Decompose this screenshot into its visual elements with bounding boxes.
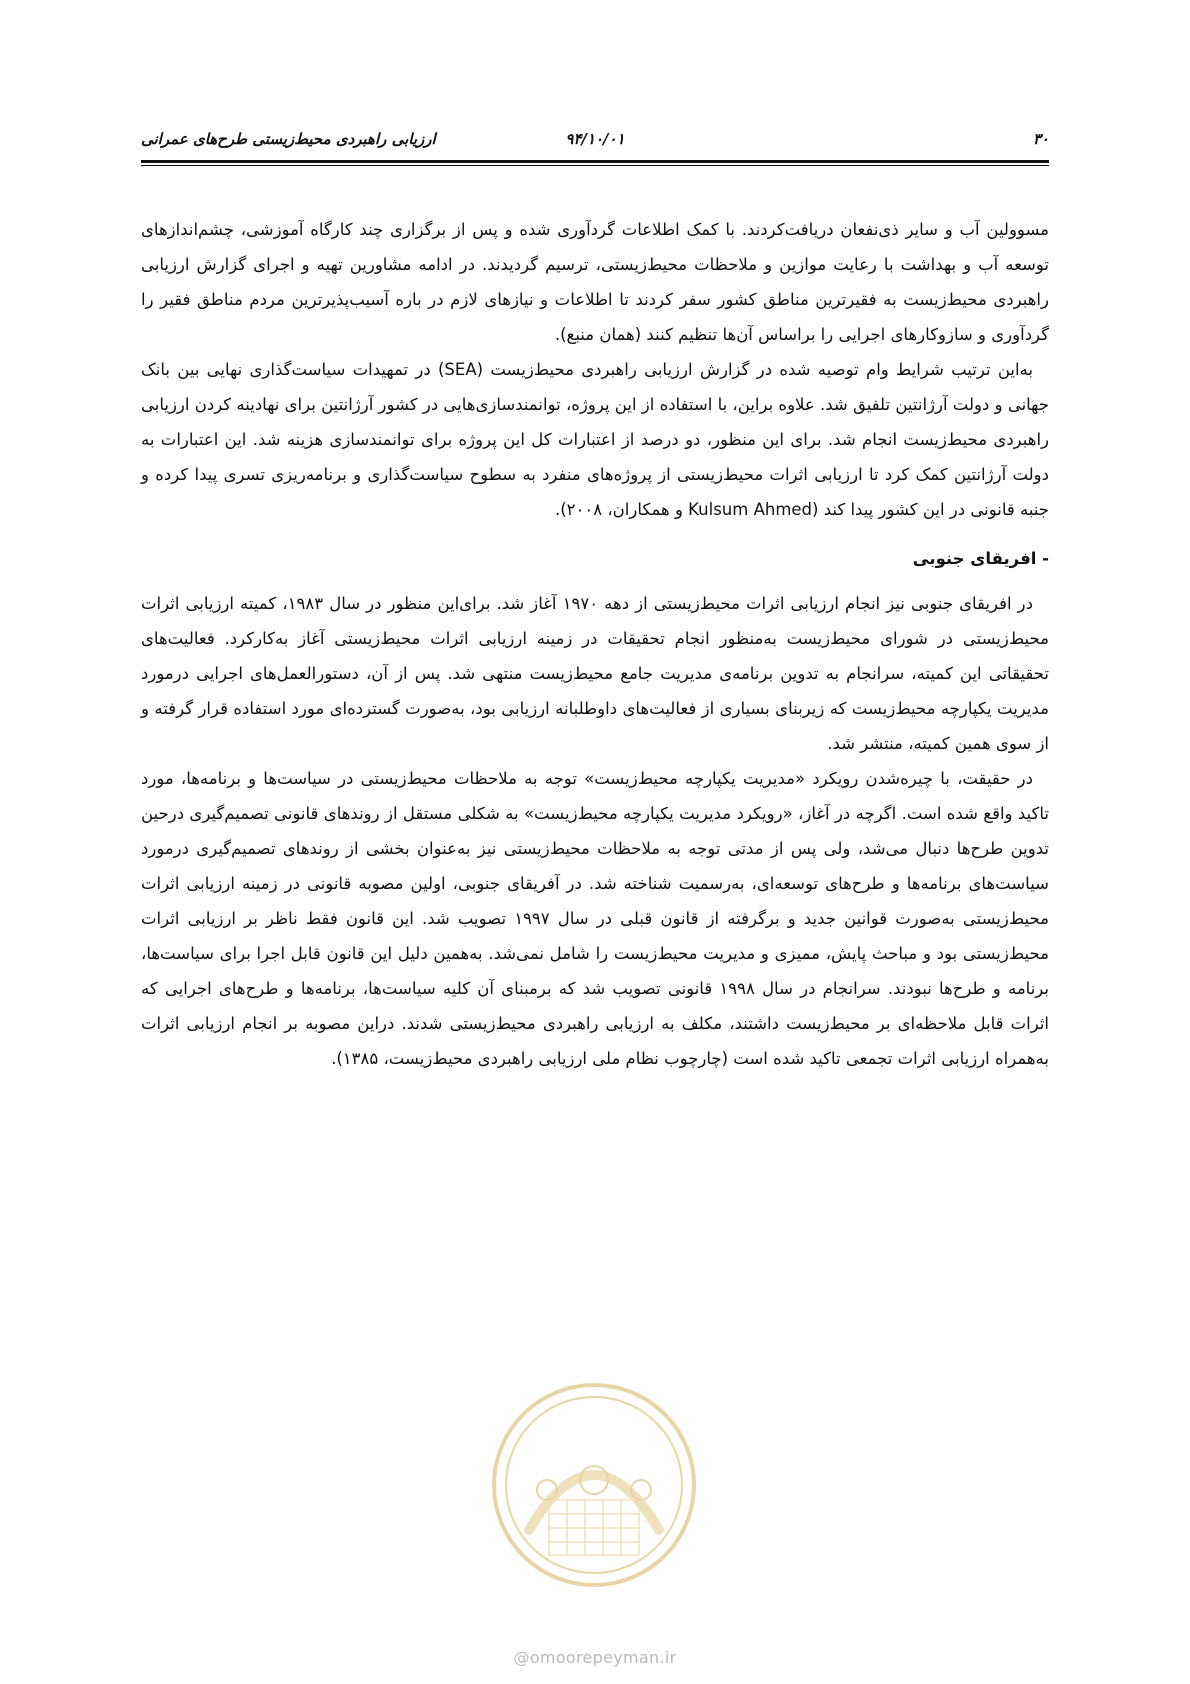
paragraph-2: به‌این ترتیب شرایط وام توصیه شده در گزارش ارزیابی راهبردی محیط‌زیست (SEA) در تمهیدات سیاست‌گذاری نهایی بین بانک جهانی و دولت آرژانتین تلفیق شد. علاوه براین، با استفاده از این پروژه، توانمندسازی‌هایی در کشور آرژانتین برای نهادینه کردن ارزیابی راهبردی محیط‌زیست انجام شد. برای این منظور، دو درصد از اعتبارات کل این پروژه برای توانمندسازی هزینه شد. این اعتبارات به دولت آرژانتین کمک کرد تا ارزیابی اثرات محیط‌زیستی از پروژه‌های منفرد به سطوح سیاست‌گذاری و برنامه‌ریزی تسری پیدا کرده و جنبه قانونی در این کشور پیدا کند (Kulsum Ahmed و همکاران، ۲۰۰۸). — [141, 360, 1049, 519]
paragraph-1: مسوولین آب و سایر ذی‌نفعان دریافت‌کردند. با کمک اطلاعات گردآوری شده و پس از برگزاری چند کارگاه آموزشی، چشم‌اندازهای توسعه آب و بهداشت با رعایت موازین و ملاحظات محیط‌زیستی، ترسیم گردیدند. در ادامه مشاورین تهیه و اجرای گزارش ارزیابی راهبردی محیط‌زیست به فقیرترین مناطق کشور سفر کردند تا اطلاعات و نیازهای لازم در باره آسیب‌پذیرترین مردم مناطق فقیر را گردآوری و سازوکارهای اجرایی را براساس آن‌ها تنظیم کنند (همان منبع). — [141, 220, 1049, 344]
copyright-icon: @ — [513, 1648, 530, 1667]
running-header — [141, 126, 1049, 156]
header-rule-thick — [141, 160, 1049, 163]
paragraph-4: در حقیقت، با چیره‌شدن رویکرد «مدیریت یکپارچه محیط‌زیست» توجه به ملاحظات محیط‌زیستی در سیاست‌ها و برنامه‌ها، مورد تاکید واقع شده است. اگرچه در آغاز، «رویکرد مدیریت یکپارچه محیط‌زیست» به شکلی مستقل از روندهای قانونی تصمیم‌گیری درحین تدوین طرح‌ها دنبال می‌شد، ولی پس از مدتی توجه به ملاحظات محیط‌زیستی نیز به‌عنوان بخشی از روندهای تصمیم‌گیری درمورد سیاست‌های برنامه‌ها و طرح‌های توسعه‌ای، به‌رسمیت شناخته شد. در آفریقای جنوبی، اولین مصوبه قانونی در زمینه ارزیابی اثرات محیط‌زیستی به‌صورت قوانین جدید و برگرفته از قانون قبلی در سال ۱۹۹۷ تصویب شد. این قانون فقط ناظر بر ارزیابی اثرات محیط‌زیستی بود و مباحث پایش، ممیزی و مدیریت محیط‌زیست را شامل نمی‌شد. به‌همین دلیل این قانون قابل اجرا برای سیاست‌ها، برنامه و طرح‌ها نبودند. سرانجام در سال ۱۹۹۸ قانونی تصویب شد که برمبنای آن کلیه سیاست‌ها، برنامه‌ها و طرح‌های اجرایی که اثرات قابل ملاحظه‌ای بر محیط‌زیست داشتند، مکلف به ارزیابی راهبردی محیط‌زیستی شدند. دراین مصوبه بر انجام ارزیابی اثرات به‌همراه ارزیابی اثرات تجمعی تاکید شده است (چارچوب نظام ملی ارزیابی راهبردی محیط‌زیست، ۱۳۸۵). — [141, 769, 1050, 1068]
paragraph-3: در افریقای جنوبی نیز انجام ارزیابی اثرات محیط‌زیستی از دهه ۱۹۷۰ آغاز شد. برای‌این منظور در سال ۱۹۸۳، کمیته ارزیابی اثرات محیط‌زیستی در شورای محیط‌زیست به‌منظور انجام تحقیقات در زمینه ارزیابی اثرات محیط‌زیستی آغاز به‌کارکرد. فعالیت‌های تحقیقاتی این کمیته، سرانجام به تدوین برنامه‌ی مدیریت جامع محیط‌زیست منتهی شد. پس از آن، دستورالعمل‌های اجرایی درمورد مدیریت یکپارچه محیط‌زیست که زیربنای بسیاری از فعالیت‌های داوطلبانه ارزیابی بود، به‌صورت گسترده‌ای مورد استفاده قرار گرفته و از سوی همین کمیته، منتشر شد. — [141, 594, 1049, 753]
watermark-seal-icon — [489, 1380, 699, 1590]
header-title: ارزیابی راهبردی محیط‌زیستی طرح‌های عمرانی — [141, 130, 436, 148]
page-number: ۳۰ — [1032, 130, 1049, 148]
section-heading: - افریقای جنوبی — [912, 549, 1049, 568]
header-date: ۹۴/۱۰/۰۱ — [565, 130, 625, 148]
watermark-site: omoorepeyman.ir — [529, 1648, 677, 1667]
body-text — [141, 212, 1049, 1076]
header-rule-thin — [141, 165, 1049, 166]
watermark-url — [0, 1648, 1190, 1667]
